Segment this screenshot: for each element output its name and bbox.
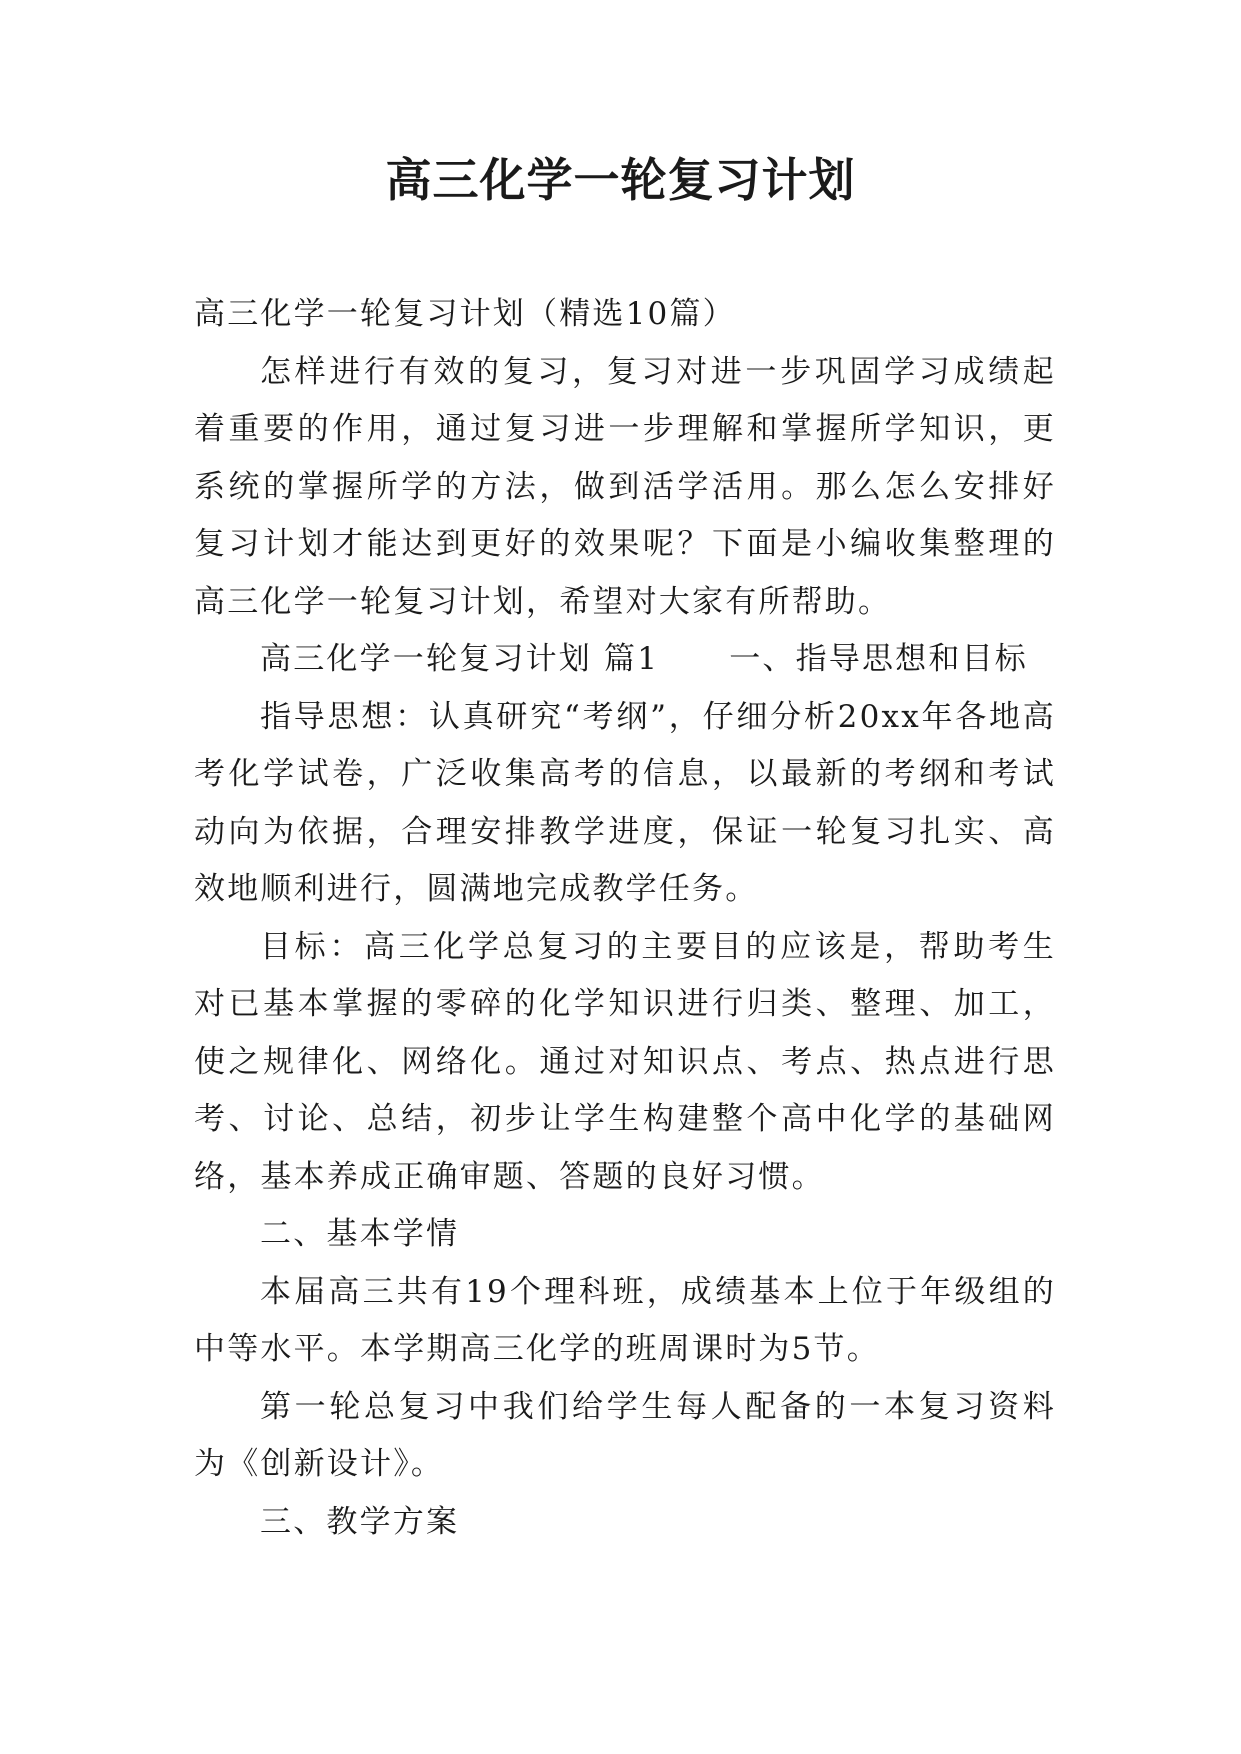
section-1-label: 高三化学一轮复习计划 篇1 <box>260 641 660 677</box>
document-body <box>194 286 1056 1551</box>
section-1-header <box>194 631 1056 689</box>
situation-paragraph-2: 第一轮总复习中我们给学生每人配备的一本复习资料为《创新设计》。 <box>194 1388 1056 1482</box>
heading-teaching-plan: 三、教学方案 <box>260 1503 460 1540</box>
section-1-heading: 一、指导思想和目标 <box>729 641 1028 677</box>
situation-paragraph-1: 本届高三共有19个理科班，成绩基本上位于年级组的中等水平。本学期高三化学的班周课时为5节。 <box>194 1273 1056 1367</box>
intro-paragraph: 怎样进行有效的复习，复习对进一步巩固学习成绩起着重要的作用，通过复习进一步理解和掌握所学知识，更系统的掌握所学的方法，做到活学活用。那么怎么安排好复习计划才能达到更好的效果呢？下面是小编收集整理的高三化学一轮复习计划，希望对大家有所帮助。 <box>194 353 1056 620</box>
guiding-thought-paragraph: 指导思想：认真研究“考纲”，仔细分析20xx年各地高考化学试卷，广泛收集高考的信息，以最新的考纲和考试动向为依据，合理安排教学进度，保证一轮复习扎实、高效地顺利进行，圆满地完成教学任务。 <box>194 698 1056 907</box>
document-subtitle: 高三化学一轮复习计划（精选10篇） <box>194 296 736 332</box>
heading-basic-situation: 二、基本学情 <box>260 1216 460 1252</box>
goal-paragraph: 目标：高三化学总复习的主要目的应该是，帮助考生对已基本掌握的零碎的化学知识进行归类、整理、加工，使之规律化、网络化。通过对知识点、考点、热点进行思考、讨论、总结，初步让学生构建整个高中化学的基础网络，基本养成正确审题、答题的良好习惯。 <box>194 928 1056 1195</box>
document-title: 高三化学一轮复习计划 <box>385 153 856 207</box>
